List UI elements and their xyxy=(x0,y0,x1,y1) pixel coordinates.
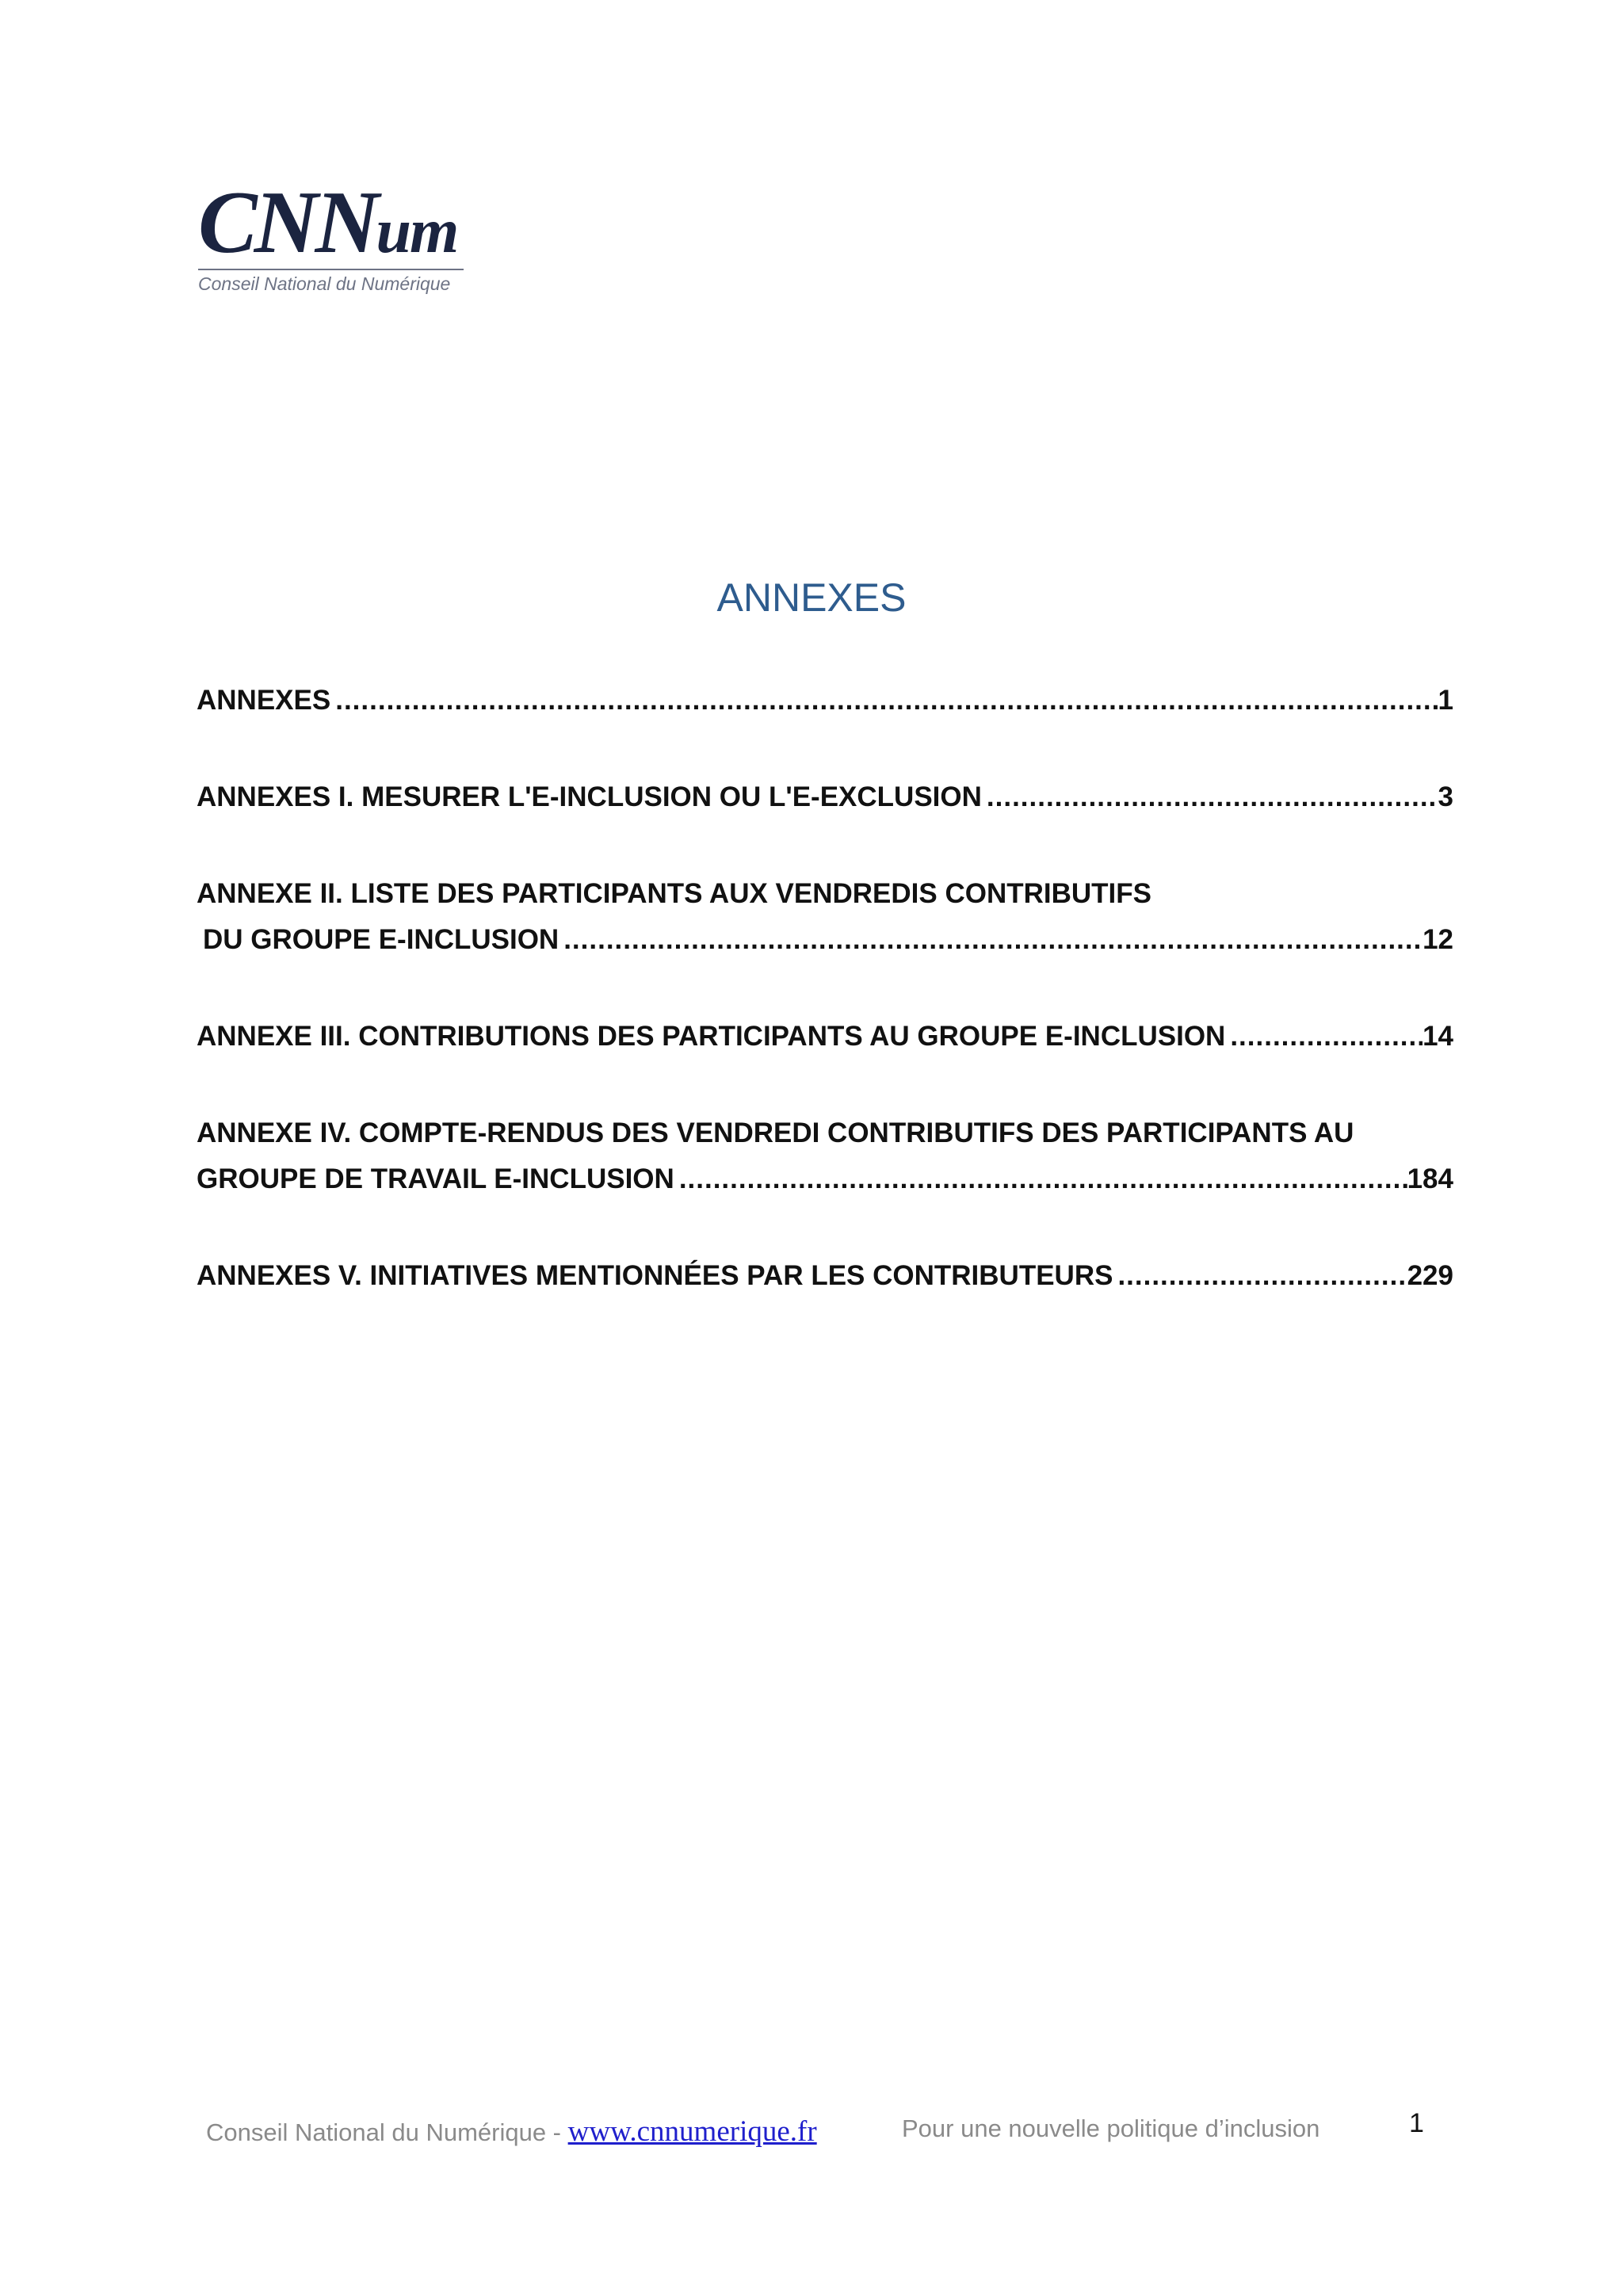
toc-page-number: 12 xyxy=(1423,924,1453,955)
toc-dot-leader xyxy=(1225,1014,1423,1060)
page-footer xyxy=(206,2108,1442,2156)
toc-line xyxy=(197,678,1453,724)
toc-dot-leader xyxy=(330,678,1438,724)
footer-org-label: Conseil National du Numérique - xyxy=(206,2118,568,2146)
toc-line xyxy=(197,1110,1453,1156)
logo-wordmark xyxy=(198,174,472,272)
toc-line xyxy=(197,871,1453,917)
toc-dot-leader xyxy=(1113,1253,1407,1299)
toc-entry[interactable] xyxy=(197,774,1453,820)
toc-entry-title: ANNEXE III. CONTRIBUTIONS DES PARTICIPANTS AU GROUPE E-INCLUSION xyxy=(197,1021,1226,1052)
toc-line xyxy=(197,774,1453,820)
table-of-contents xyxy=(197,678,1453,1350)
footer-page-number: 1 xyxy=(1409,2108,1424,2138)
toc-entry[interactable] xyxy=(197,1110,1453,1202)
toc-page-number: 14 xyxy=(1423,1021,1453,1052)
footer-tagline: Pour une nouvelle politique d’inclusion xyxy=(902,2115,1320,2142)
toc-line xyxy=(197,1014,1453,1060)
page-title: ANNEXES xyxy=(716,575,907,620)
toc-entry[interactable] xyxy=(197,678,1453,724)
toc-entry-title: ANNEXES xyxy=(197,685,331,716)
toc-entry-title: ANNEXE II. LISTE DES PARTICIPANTS AUX VENDREDIS CONTRIBUTIFS xyxy=(197,878,1152,909)
toc-line xyxy=(197,917,1453,963)
toc-entry-title-continued: GROUPE DE TRAVAIL E-INCLUSION xyxy=(197,1163,674,1194)
logo-wordmark-caps: CNN xyxy=(198,174,376,272)
toc-page-number: 229 xyxy=(1407,1260,1453,1291)
toc-dot-leader xyxy=(674,1156,1407,1202)
toc-page-number: 1 xyxy=(1438,685,1453,716)
toc-page-number: 3 xyxy=(1438,781,1453,812)
toc-page-number: 184 xyxy=(1407,1163,1453,1194)
footer-website-link[interactable]: www.cnnumerique.fr xyxy=(567,2115,817,2148)
toc-entry-title-continued: DU GROUPE E-INCLUSION xyxy=(203,924,559,955)
toc-dot-leader xyxy=(982,774,1438,820)
toc-entry[interactable] xyxy=(197,871,1453,963)
cnnum-logo xyxy=(198,174,472,295)
toc-entry[interactable] xyxy=(197,1014,1453,1060)
toc-entry-title: ANNEXES V. INITIATIVES MENTIONNÉES PAR LES CONTRIBUTEURS xyxy=(197,1260,1113,1291)
toc-entry-title: ANNEXES I. MESURER L'E-INCLUSION OU L'E-EXCLUSION xyxy=(197,781,982,812)
toc-entry-title: ANNEXE IV. COMPTE-RENDUS DES VENDREDI CONTRIBUTIFS DES PARTICIPANTS AU xyxy=(197,1117,1354,1148)
toc-line xyxy=(197,1156,1453,1202)
toc-entry[interactable] xyxy=(197,1253,1453,1299)
logo-subtitle: Conseil National du Numérique xyxy=(198,273,451,294)
toc-dot-leader xyxy=(559,917,1423,963)
toc-line xyxy=(197,1253,1453,1299)
footer-source xyxy=(206,2115,817,2149)
logo-wordmark-lower: um xyxy=(376,197,458,266)
